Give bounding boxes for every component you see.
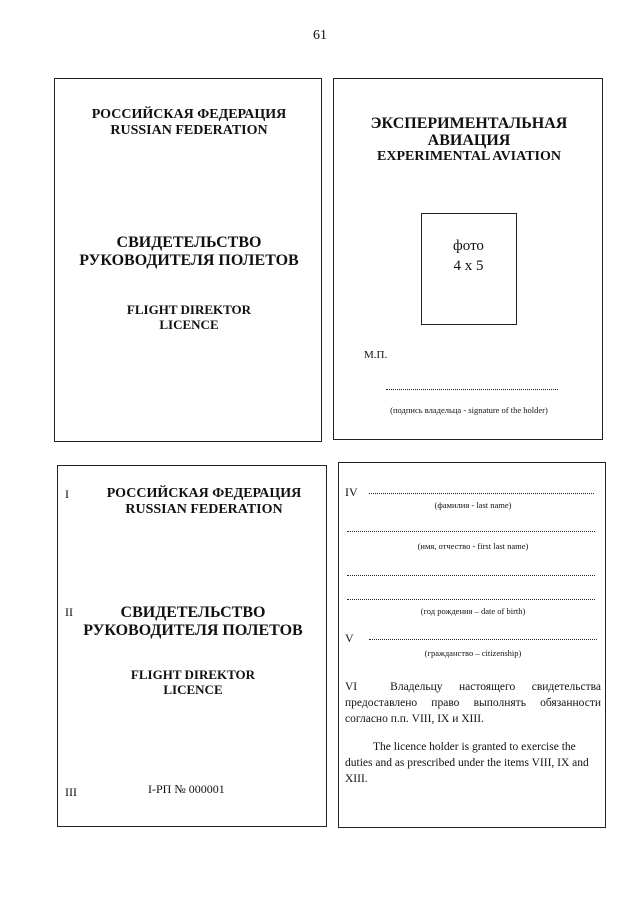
item-VI-label: VI (345, 681, 358, 693)
title-ru-line1: СВИДЕТЕЛЬСТВО (120, 604, 266, 621)
privileges-ru: Владельцу настоящего свидетельства предоставлено право выполнять обязанности согласно п.п. VIII, IX и XIII. (345, 681, 601, 725)
citizenship-field (369, 639, 597, 640)
country-ru: РОССИЙСКАЯ ФЕДЕРАЦИЯ (91, 107, 287, 122)
item-III-label: III (65, 785, 77, 799)
title-ru-line2: РУКОВОДИТЕЛЯ ПОЛЕТОВ (79, 252, 299, 269)
country-ru: РОССИЙСКАЯ ФЕДЕРАЦИЯ (106, 486, 302, 501)
licence-number: I-РП № 000001 (148, 782, 225, 796)
item-II-label: II (65, 605, 73, 619)
privileges-en: The licence holder is granted to exercise the duties and as prescribed under the items VIII, IX and XIII. (345, 741, 589, 785)
extra-line-field (347, 575, 595, 576)
item-I-label: I (65, 487, 69, 501)
heading-ru-line2: АВИАЦИЯ (427, 132, 511, 149)
country-en: RUSSIAN FEDERATION (110, 123, 268, 138)
dob-caption: (год рождения – date of birth) (420, 606, 526, 616)
page-number: 61 (313, 28, 327, 43)
inner-left-panel (57, 465, 327, 827)
country-en: RUSSIAN FEDERATION (125, 502, 283, 517)
privileges-ru-block (345, 679, 601, 727)
photo-label: фото (453, 238, 484, 254)
inner-right-panel (338, 462, 606, 828)
heading-ru-line1: ЭКСПЕРИМЕНТАЛЬНАЯ (370, 115, 568, 132)
title-ru-line2: РУКОВОДИТЕЛЯ ПОЛЕТОВ (83, 622, 303, 639)
title-en-line2: LICENCE (159, 317, 219, 332)
title-en-line1: FLIGHT DIREKTOR (126, 302, 252, 317)
signature-caption: (подпись владельца - signature of the holder) (390, 405, 548, 415)
citizenship-caption: (гражданство – citizenship) (424, 648, 522, 658)
photo-size: 4 х 5 (453, 258, 484, 274)
item-IV-label: IV (345, 485, 358, 499)
dob-field (347, 599, 595, 600)
back-cover-panel (333, 78, 603, 440)
first-name-caption: (имя, отчество - first last name) (417, 541, 529, 551)
item-V-label: V (345, 631, 354, 645)
last-name-caption: (фамилия - last name) (434, 500, 512, 510)
signature-line (386, 389, 558, 390)
title-ru-line1: СВИДЕТЕЛЬСТВО (116, 234, 262, 251)
title-en-line2: LICENCE (163, 682, 223, 697)
title-en-line1: FLIGHT DIREKTOR (130, 667, 256, 682)
heading-en: EXPERIMENTAL AVIATION (377, 149, 561, 164)
last-name-field (369, 493, 594, 494)
first-name-field (347, 531, 595, 532)
front-cover-panel (54, 78, 322, 442)
photo-frame (421, 213, 517, 325)
stamp-label: М.П. (364, 349, 388, 361)
